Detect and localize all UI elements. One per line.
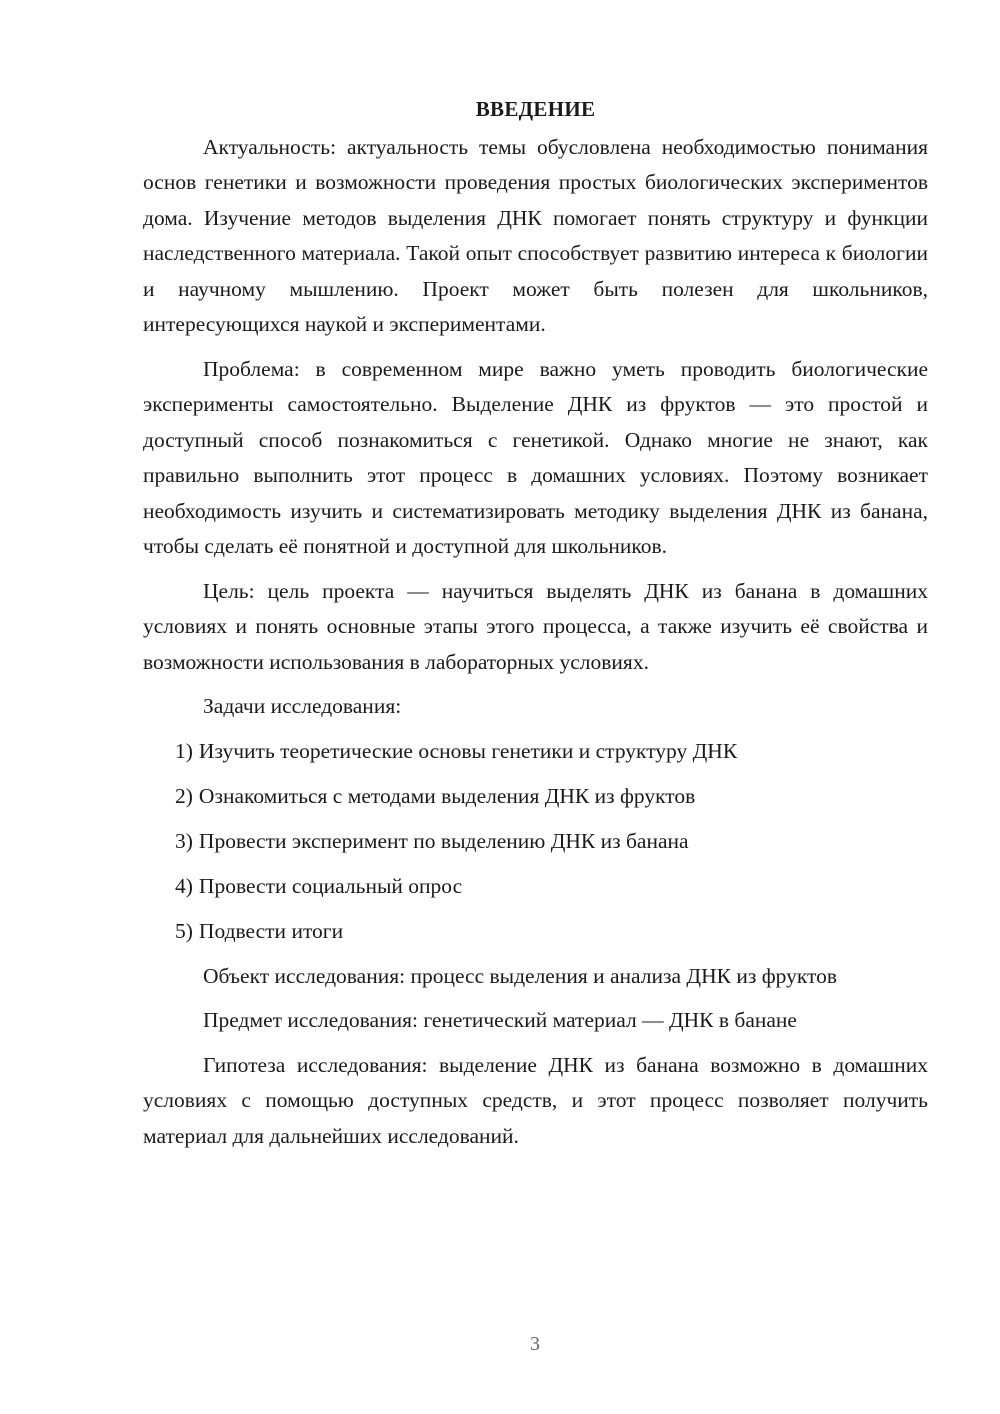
list-item-number: 1) xyxy=(175,738,193,763)
goal-paragraph: Цель: цель проекта — научиться выделять ДНК из банана в домашних условиях и понять основные этапы этого процесса, а также изучить её свойства и возможности использования в лабораторных условиях. xyxy=(143,578,928,674)
problem-paragraph: Проблема: в современном мире важно уметь проводить биологические эксперименты самостоятельно. Выделение ДНК из фруктов — это простой и доступный способ познакомиться с генетикой. Однако многие не знают, как правильно выполнить этот процесс в домашних условиях. Поэтому возникает необходимость изучить и систематизировать методику выделения ДНК из банана, чтобы сделать её понятной и доступной для школьников. xyxy=(143,356,928,558)
page-number: 3 xyxy=(530,1333,540,1355)
list-item-number: 2) xyxy=(175,783,193,808)
list-item-text: Провести социальный опрос xyxy=(198,873,463,898)
list-item xyxy=(143,869,928,905)
list-item-text: Провести эксперимент по выделению ДНК из банана xyxy=(198,828,689,853)
list-item xyxy=(143,914,928,950)
list-item xyxy=(143,734,928,770)
list-item-text: Ознакомиться с методами выделения ДНК из фруктов xyxy=(198,783,696,808)
list-item-number: 4) xyxy=(175,873,193,898)
relevance-paragraph: Актуальность: актуальность темы обусловлена необходимостью понимания основ генетики и возможности проведения простых биологических экспериментов дома. Изучение методов выделения ДНК помогает понять структуру и функции наследственного материала. Такой опыт способствует развитию интереса к биологии и научному мышлению. Проект может быть полезен для школьников, интересующихся наукой и экспериментами. xyxy=(143,134,928,336)
list-item-number: 5) xyxy=(175,918,193,943)
subject-paragraph: Предмет исследования: генетический материал — ДНК в банане xyxy=(203,1008,797,1032)
object-paragraph: Объект исследования: процесс выделения и анализа ДНК из фруктов xyxy=(203,963,838,988)
list-item-number: 3) xyxy=(175,828,193,853)
tasks-heading: Задачи исследования: xyxy=(203,694,402,718)
list-item-text: Подвести итоги xyxy=(198,918,344,943)
list-item xyxy=(143,824,928,860)
document-page xyxy=(143,92,928,1163)
page-title: ВВЕДЕНИЕ xyxy=(475,97,596,121)
tasks-list xyxy=(143,734,928,950)
list-item-text: Изучить теоретические основы генетики и структуру ДНК xyxy=(198,738,738,763)
list-item xyxy=(143,779,928,815)
hypothesis-paragraph: Гипотеза исследования: выделение ДНК из банана возможно в домашних условиях с помощью доступных средств, и этот процесс позволяет получить материал для дальнейших исследований. xyxy=(143,1052,928,1148)
